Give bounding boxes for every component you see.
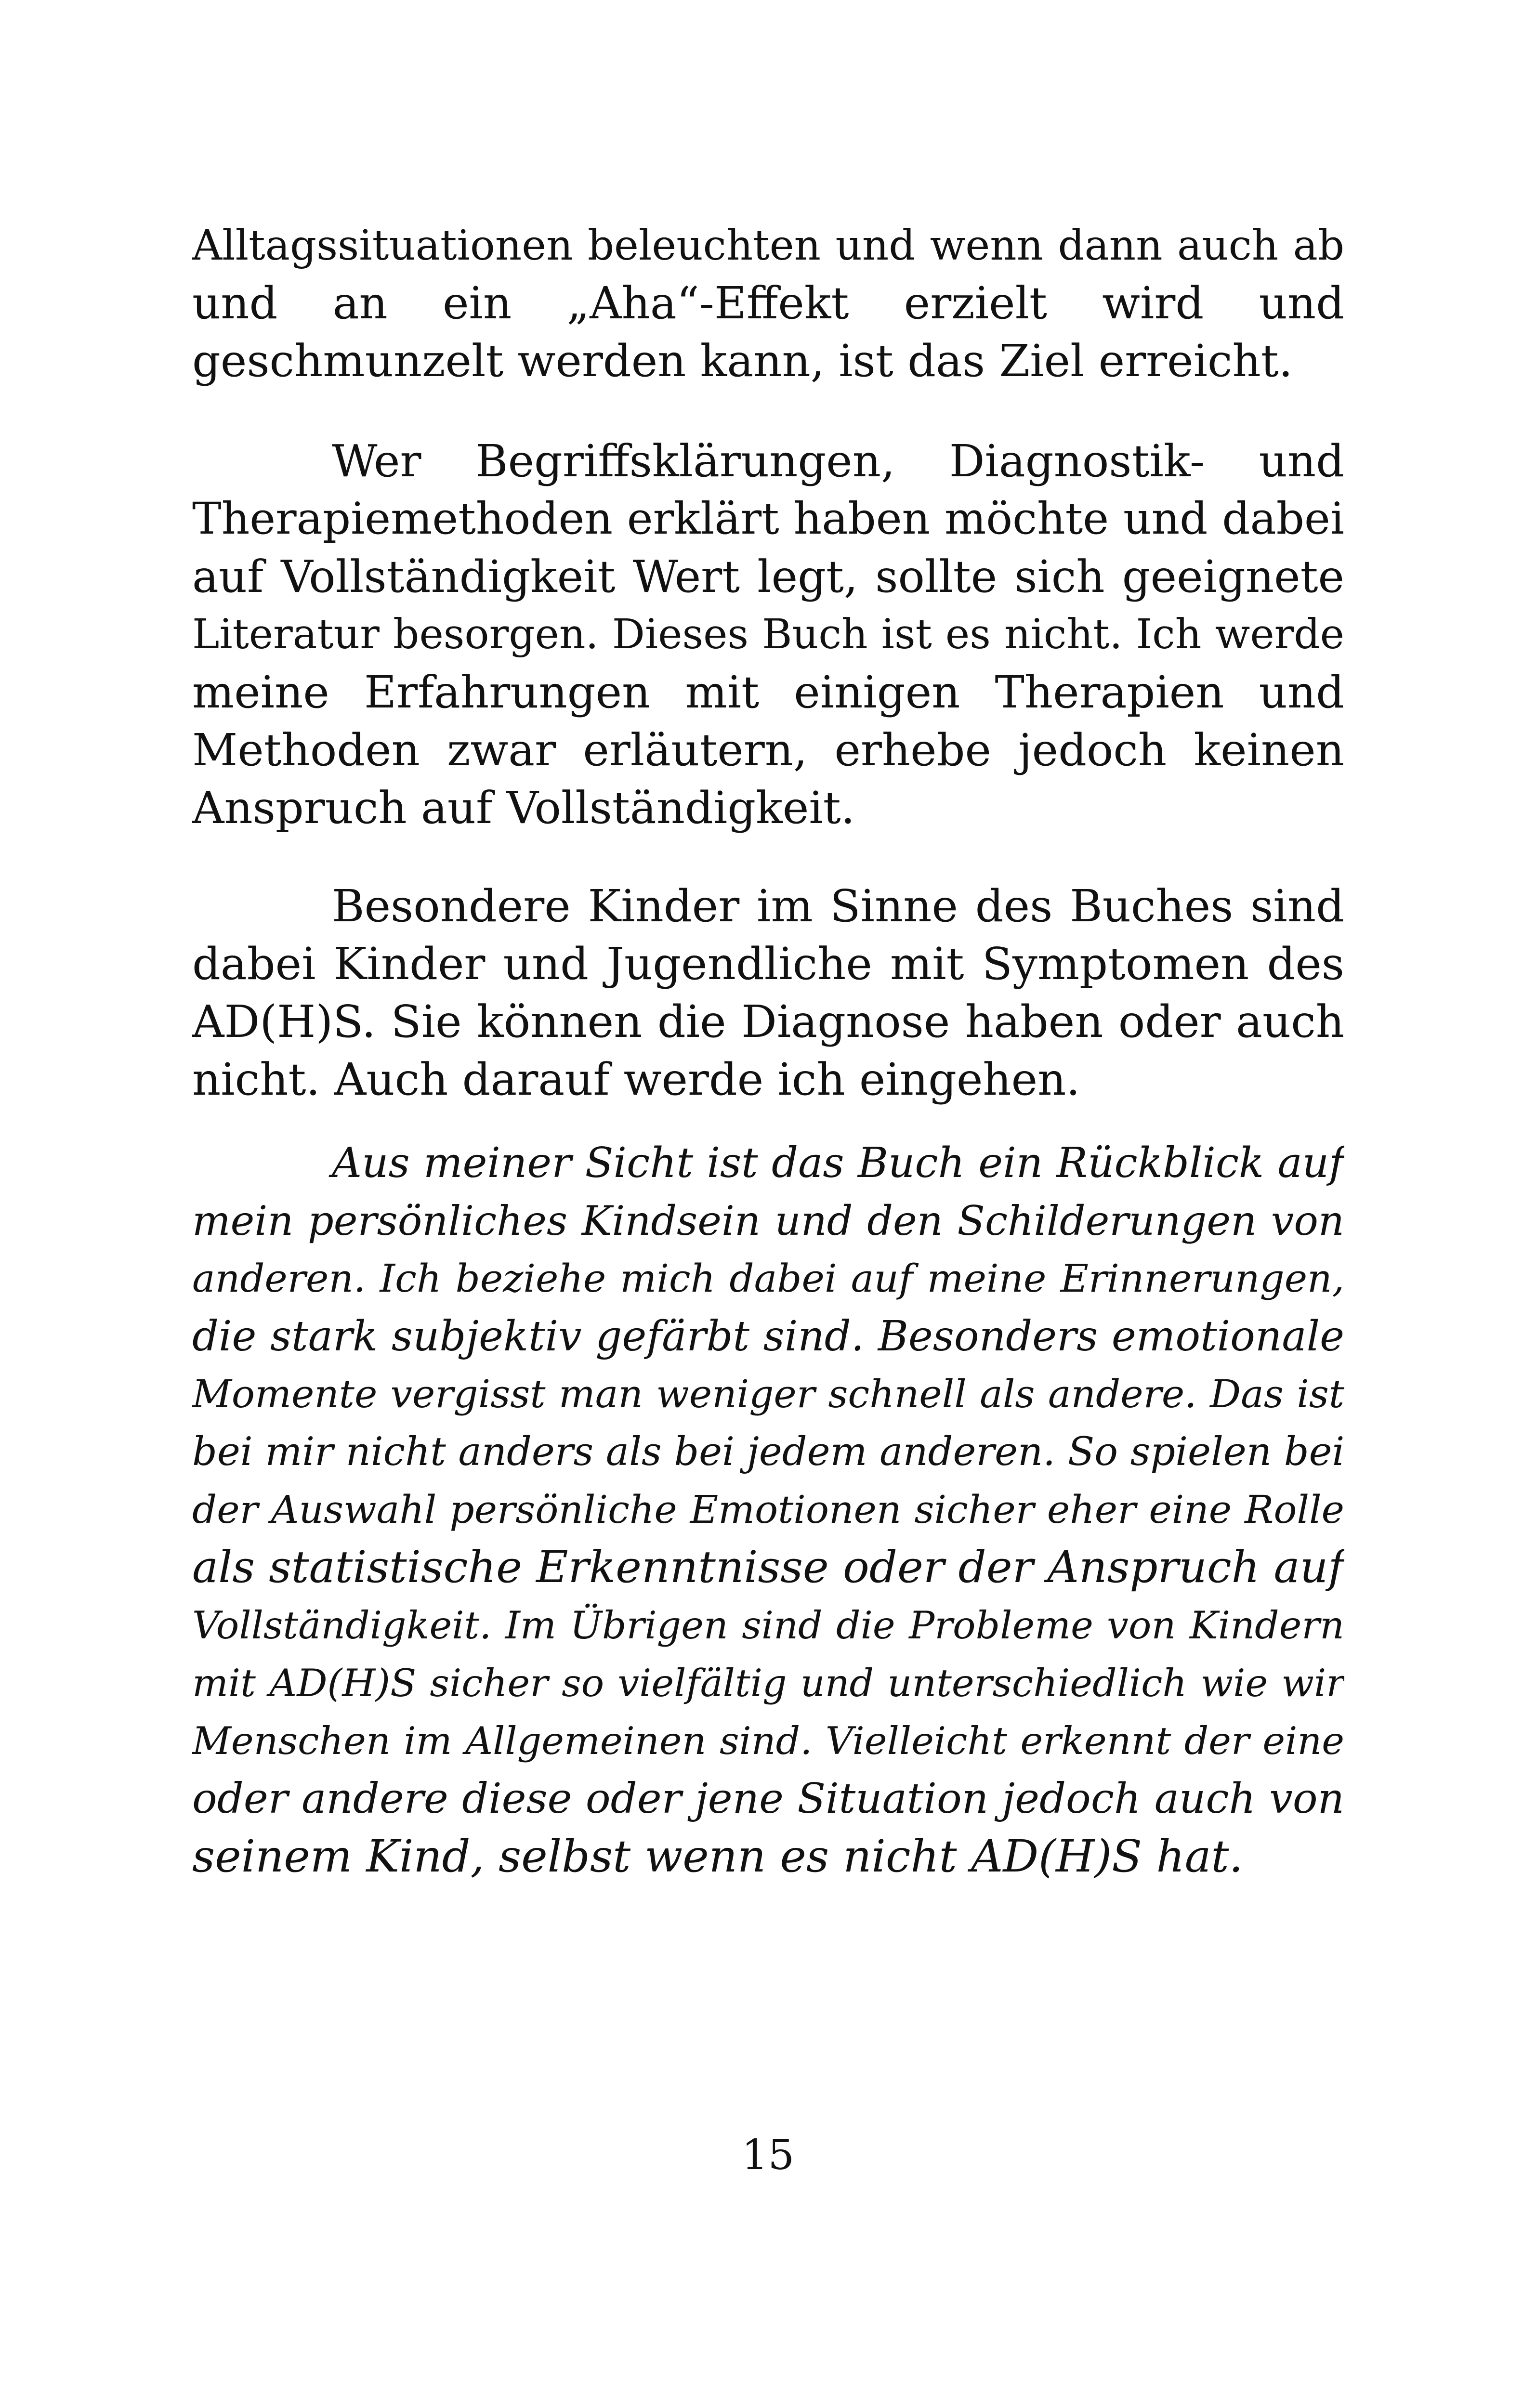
text-line: Methoden zwar erläutern, erhebe jedoch keinen [192, 724, 1344, 776]
text-line: auf Vollständigkeit Wert legt, sollte sich geeignete [192, 551, 1344, 602]
text-line: Alltagssituationen beleuchten und wenn dann auch ab [192, 222, 1344, 270]
text-line: meine Erfahrungen mit einigen Therapien und [192, 667, 1344, 718]
text-line: Aus meiner Sicht ist das Buch ein Rückblick auf [332, 1139, 1344, 1187]
text-line: die stark subjektiv gefärbt sind. Besonders emotionale [192, 1312, 1344, 1361]
text-line: und an ein „Aha“-Effekt erzielt wird und [192, 277, 1344, 329]
paragraph-2 [192, 432, 1344, 837]
text-line: geschmunzelt werden kann, ist das Ziel erreicht. [192, 335, 1293, 387]
paragraph-1 [192, 217, 1344, 390]
text-line: Wer Begriffsklärungen, Diagnostik- und [332, 435, 1344, 487]
text-line: Therapiemethoden erklärt haben möchte und dabei [192, 494, 1344, 544]
text-line: Besondere Kinder im Sinne des Buches sind [332, 880, 1344, 932]
text-line: Anspruch auf Vollständigkeit. [192, 782, 855, 834]
text-line: Literatur besorgen. Dieses Buch ist es nicht. Ich werde [192, 611, 1344, 658]
text-line: anderen. Ich beziehe mich dabei auf meine Erinnerungen, [192, 1256, 1344, 1301]
text-line: Menschen im Allgemeinen sind. Vielleicht erkennt der eine [192, 1719, 1344, 1763]
text-line: seinem Kind, selbst wenn es nicht AD(H)S hat. [192, 1831, 1243, 1882]
text-line: bei mir nicht anders als bei jedem anderen. So spielen bei [192, 1429, 1344, 1475]
text-line: mein persönliches Kindsein und den Schilderungen von [192, 1197, 1344, 1244]
text-line: dabei Kinder und Jugendliche mit Symptomen des [192, 938, 1344, 990]
text-line: oder andere diese oder jene Situation jedoch auch von [192, 1775, 1344, 1823]
page-number: 15 [741, 2131, 795, 2179]
text-line: nicht. Auch darauf werde ich eingehen. [192, 1054, 1080, 1105]
paragraph-4-italic [192, 1134, 1344, 1885]
text-line: AD(H)S. Sie können die Diagnose haben oder auch [192, 996, 1344, 1047]
text-line: als statistische Erkenntnisse oder der Anspruch auf [192, 1542, 1344, 1593]
text-line: Momente vergisst man weniger schnell als andere. Das ist [192, 1372, 1344, 1416]
text-line: der Auswahl persönliche Emotionen sicher eher eine Rolle [192, 1487, 1344, 1532]
text-line: Vollständigkeit. Im Übrigen sind die Probleme von Kindern [192, 1603, 1344, 1648]
paragraph-3 [192, 877, 1344, 1109]
text-line: mit AD(H)S sicher so vielfältig und unterschiedlich wie wir [192, 1661, 1344, 1705]
